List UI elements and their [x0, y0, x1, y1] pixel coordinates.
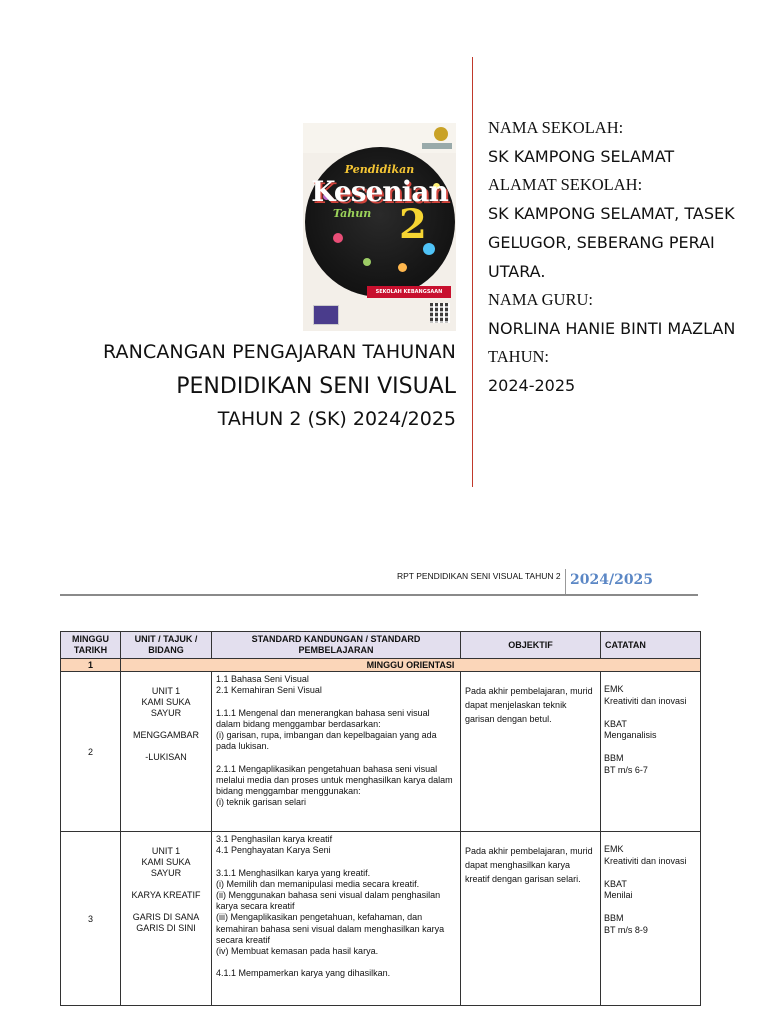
row-standard: 3.1 Penghasilan karya kreatif 4.1 Penghayatan Karya Seni 3.1.1 Menghasilkan karya yang kreatif. (i) Memilih dan memanipulasi media secara kreatif. (ii) Menggunakan bahasa seni visual dalam penghasilan karya secara kreatif (iii) Mengaplikasikan pengetahuan, kefahaman, dan kemahiran bahasa seni visual dalam menghasilkan karya secara kreatif (iv) Membuat kemasan pada hasil karya. 4.1.1 Mempamerkan karya yang dihasilkan. [212, 832, 461, 1006]
header-standard: STANDARD KANDUNGAN / STANDARD PEMBELAJARAN [212, 632, 461, 659]
document-title-line1: RANCANGAN PENGAJARAN TAHUNAN [103, 341, 456, 363]
qr-code-overlay [430, 303, 450, 323]
table-row [61, 832, 701, 1006]
cover-grade-word: Tahun [333, 207, 372, 220]
book-cover-image [303, 123, 456, 331]
decor-dot [363, 258, 371, 266]
unit-line: MENGGAMBAR [132, 730, 199, 740]
year-value: 2024-2025 [488, 376, 576, 395]
header-objective: OBJEKTIF [461, 632, 601, 659]
unit-line: GARIS DI SINI [136, 923, 196, 933]
school-address-label: ALAMAT SEKOLAH: [488, 175, 643, 194]
vertical-divider [472, 57, 473, 487]
row-unit [121, 832, 212, 1006]
header-unit: UNIT / TAJUK / BIDANG [121, 632, 212, 659]
document-title-line3: TAHUN 2 (SK) 2024/2025 [217, 408, 456, 430]
teacher-name-value: NORLINA HANIE BINTI MAZLAN [488, 319, 736, 338]
teacher-name-label: NAMA GURU: [488, 290, 593, 309]
orientation-row [61, 659, 701, 672]
unit-line: KARYA KREATIF [131, 890, 201, 900]
decor-dot [398, 263, 407, 272]
row-standard: 1.1 Bahasa Seni Visual 2.1 Kemahiran Seni Visual 1.1.1 Mengenal dan menerangkan bahasa seni visual dalam bidang menggambar berdasarkan: (i) garisan, rupa, imbangan dan kepelbagaian yang ada pada lukisan. 2.1.1 Mengaplikasikan pengetahuan bahasa seni visual melalui media dan proses untuk menghasilkan karya dalam bidang menggambar menggunakan: (i) teknik garisan selari [212, 672, 461, 832]
header-separator [565, 569, 566, 594]
header-week: MINGGU TARIKH [61, 632, 121, 659]
kssr-logo-icon [313, 305, 339, 325]
cover-title: Kesenian [311, 175, 448, 208]
unit-spacer [121, 741, 211, 752]
cover-band: SEKOLAH KEBANGSAAN [367, 286, 451, 298]
row-notes: EMK Kreativiti dan inovasi KBAT Menganalisis BBM BT m/s 6-7 [601, 672, 701, 832]
running-header-year: 2024/2025 [570, 572, 654, 588]
school-name-label: NAMA SEKOLAH: [488, 118, 624, 137]
cover-grade-number: 2 [399, 201, 427, 248]
school-name-value: SK KAMPONG SELAMAT [488, 147, 675, 166]
unit-line: UNIT 1 [151, 686, 181, 696]
year-label: TAHUN: [488, 347, 550, 366]
unit-spacer [121, 901, 211, 912]
row-week: 3 [61, 832, 121, 1006]
orientation-week: 1 [61, 659, 121, 672]
lesson-plan-table [60, 631, 701, 1006]
cover-small-title: Pendidikan [344, 163, 415, 176]
table-row [61, 672, 701, 832]
row-objective: Pada akhir pembelajaran, murid dapat menghasilkan karya kreatif dengan garisan selari. [461, 832, 601, 1006]
decor-dot [333, 233, 343, 243]
row-week: 2 [61, 672, 121, 832]
unit-line: SAYUR [150, 708, 182, 718]
school-address-value: SK KAMPONG SELAMAT, TASEK GELUGOR, SEBERANG PERAI UTARA. [488, 204, 735, 281]
unit-line: SAYUR [150, 868, 182, 878]
row-notes: EMK Kreativiti dan inovasi KBAT Menilai BBM BT m/s 8-9 [601, 832, 701, 1006]
unit-line: KAMI SUKA [141, 697, 191, 707]
running-header-text: RPT PENDIDIKAN SENI VISUAL TAHUN 2 [397, 571, 561, 581]
ministry-logo-text [422, 143, 452, 149]
unit-line: KAMI SUKA [141, 857, 191, 867]
unit-line: -LUKISAN [145, 752, 187, 762]
ministry-crest-icon [434, 127, 448, 141]
row-objective: Pada akhir pembelajaran, murid dapat menjelaskan teknik garisan dengan betul. [461, 672, 601, 832]
table-header-row [61, 632, 701, 659]
unit-spacer [121, 719, 211, 730]
row-unit [121, 672, 212, 832]
orientation-label: MINGGU ORIENTASI [121, 659, 701, 672]
document-title-line2: PENDIDIKAN SENI VISUAL [176, 374, 456, 399]
header-notes: CATATAN [601, 632, 701, 659]
unit-line: GARIS DI SANA [132, 912, 200, 922]
unit-spacer [121, 879, 211, 890]
unit-line: UNIT 1 [151, 846, 181, 856]
school-info-block [488, 114, 750, 400]
header-rule [60, 594, 698, 596]
